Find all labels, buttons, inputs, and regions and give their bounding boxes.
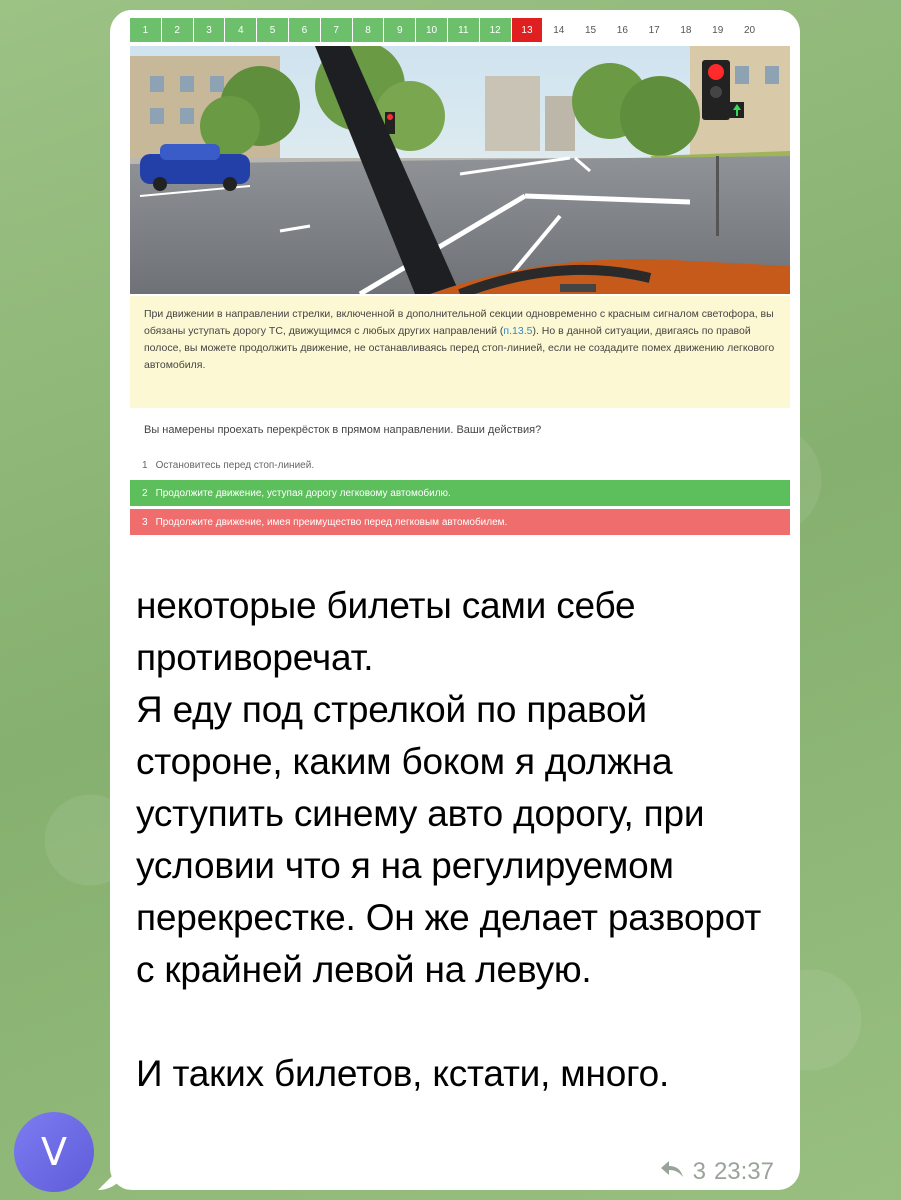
message-bubble xyxy=(110,10,800,1190)
ticket-4-button[interactable]: 4 xyxy=(225,18,256,42)
reply-count[interactable]: 3 xyxy=(692,1158,706,1185)
ticket-18-button[interactable]: 18 xyxy=(671,18,702,42)
ticket-15-button[interactable]: 15 xyxy=(575,18,606,42)
ticket-19-button[interactable]: 19 xyxy=(702,18,733,42)
answer-option-2-correct[interactable] xyxy=(130,480,790,506)
ticket-13-button[interactable]: 13 xyxy=(512,18,543,42)
reply-arrow-icon[interactable] xyxy=(659,1158,685,1186)
explanation-text: При движении в направлении стрелки, включенной в дополнительной секции одновременно с красным сигналом светофора, вы обязаны уступать дорогу ТС, движущимся с любых других направлений ( xyxy=(144,308,774,337)
option-text: Продолжите движение, уступая дорогу легковому автомобилю. xyxy=(155,487,451,499)
ticket-5-button[interactable]: 5 xyxy=(257,18,288,42)
ticket-12-button[interactable]: 12 xyxy=(480,18,511,42)
ticket-3-button[interactable]: 3 xyxy=(194,18,225,42)
ticket-6-button[interactable]: 6 xyxy=(289,18,320,42)
option-text: Продолжите движение, имея преимущество перед легковым автомобилем. xyxy=(155,516,508,528)
ticket-14-button[interactable]: 14 xyxy=(543,18,574,42)
message-line-2: Я еду под стрелкой по правой стороне, каким боком я должна уступить синему авто дорогу, при условии что я на регулируемом перекрестке. Он же делает разворот с крайней левой на левую. xyxy=(136,689,762,990)
ticket-pager xyxy=(130,18,766,42)
attached-screenshot[interactable] xyxy=(120,10,791,550)
option-number: 2 xyxy=(142,487,148,499)
ticket-16-button[interactable]: 16 xyxy=(607,18,638,42)
ticket-17-button[interactable]: 17 xyxy=(639,18,670,42)
ticket-8-button[interactable]: 8 xyxy=(353,18,384,42)
ticket-7-button[interactable]: 7 xyxy=(321,18,352,42)
answer-option-1[interactable] xyxy=(130,452,790,478)
rule-link[interactable]: п.13.5 xyxy=(503,325,533,337)
avatar-letter: V xyxy=(41,1130,67,1174)
question-text: Вы намерены проехать перекрёсток в прямом направлении. Ваши действия? xyxy=(144,424,542,436)
ticket-11-button[interactable]: 11 xyxy=(448,18,479,42)
ticket-20-button[interactable]: 20 xyxy=(734,18,765,42)
message-line-1: некоторые билеты сами себе противоречат. xyxy=(136,585,636,678)
option-number: 3 xyxy=(142,516,148,528)
message-line-3: И таких билетов, кстати, много. xyxy=(136,1053,670,1094)
answer-option-3-wrong[interactable] xyxy=(130,509,790,535)
option-text: Остановитесь перед стоп-линией. xyxy=(155,459,315,471)
ticket-1-button[interactable]: 1 xyxy=(130,18,161,42)
explanation-text-end: ). Но в данной ситуации, двигаясь по правой полосе, вы можете продолжить движение, не останавливаясь перед стоп-линией, если не создадите помех движению легкового автомобиля. xyxy=(144,325,775,371)
ticket-9-button[interactable]: 9 xyxy=(384,18,415,42)
ticket-10-button[interactable]: 10 xyxy=(416,18,447,42)
message-time: 23:37 xyxy=(713,1158,774,1185)
sender-avatar[interactable] xyxy=(14,1112,94,1192)
message-meta xyxy=(659,1158,774,1186)
ticket-2-button[interactable]: 2 xyxy=(162,18,193,42)
message-text xyxy=(136,580,776,1100)
option-number: 1 xyxy=(142,459,148,471)
explanation-box xyxy=(130,296,790,408)
road-intersection-image xyxy=(130,46,790,294)
